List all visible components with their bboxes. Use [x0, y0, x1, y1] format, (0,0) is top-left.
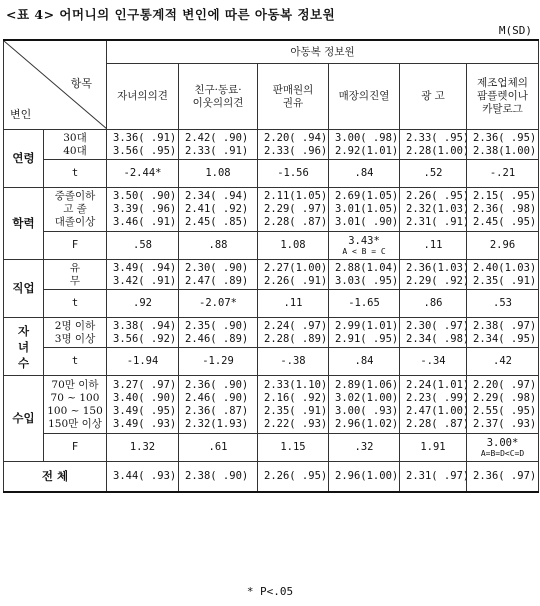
value-cell	[258, 188, 329, 232]
stat-value-cell	[107, 348, 179, 376]
mean-sd-value: 2.45( .85)	[185, 216, 249, 228]
value-cell	[400, 318, 470, 348]
mean-sd-value: 2.36( .87)	[185, 404, 249, 417]
value-cell	[329, 260, 400, 290]
value-cell	[467, 260, 539, 290]
mean-sd-value: 2.33( .95)	[406, 131, 470, 144]
column-header	[329, 64, 400, 130]
data-row	[4, 260, 539, 290]
sub-group-label: 무	[69, 274, 81, 287]
stat-value-cell	[467, 290, 539, 318]
mean-sd-value: 2.47(1.00)	[406, 404, 470, 417]
stat-value-cell	[179, 348, 258, 376]
column-header	[400, 64, 467, 130]
info-source-table	[3, 39, 539, 493]
total-label: 전 체	[4, 462, 107, 492]
mean-sd-value: 2.30( .97)	[406, 319, 470, 332]
mean-sd-value: 3.00( .98)	[335, 131, 399, 144]
mean-sd-value: 2.28( .89)	[264, 332, 328, 345]
posthoc-note: A=B=D<C=D	[480, 449, 525, 458]
data-row	[4, 318, 539, 348]
mean-sd-value: 2.91( .95)	[335, 332, 399, 345]
column-header	[107, 64, 179, 130]
stat-row	[4, 434, 539, 462]
sub-group-label: 70만 이하	[51, 378, 99, 391]
mean-sd-value: 3.56( .95)	[113, 144, 177, 157]
sub-group-label: 30대	[63, 131, 87, 144]
value-cell	[179, 260, 258, 290]
stat-value: .84	[354, 355, 374, 367]
section-label: 학력	[4, 188, 44, 260]
column-header-line: 친구·동료·	[194, 83, 242, 96]
stat-value: 3.43*	[348, 235, 380, 247]
stat-value: 1.91	[420, 441, 446, 453]
mean-sd-value: 2.20( .94)	[264, 131, 328, 144]
value-cell	[329, 130, 400, 160]
stat-value-cell	[179, 160, 258, 188]
stat-value-cell	[329, 434, 400, 462]
stat-label: F	[44, 232, 107, 260]
stat-label: t	[44, 160, 107, 188]
mean-sd-value: 3.40( .90)	[113, 391, 177, 404]
stat-value-cell	[179, 290, 258, 318]
stat-value: 1.08	[280, 239, 306, 251]
mean-sd-value: 2.36( .95)	[473, 131, 537, 144]
mean-sd-value: 2.24( .97)	[264, 319, 328, 332]
column-header-line: 팜플렛이나	[477, 90, 528, 102]
mean-sd-value: 2.92(1.01)	[335, 144, 399, 157]
data-row	[4, 188, 539, 232]
stat-value-cell	[107, 434, 179, 462]
value-cell	[107, 260, 179, 290]
stat-value-cell	[258, 160, 329, 188]
mean-sd-value: 2.23( .99)	[406, 391, 470, 404]
mean-sd-value: 2.41( .92)	[185, 203, 249, 215]
mean-sd-value: 2.26( .91)	[264, 274, 328, 287]
footnote: * P<.05	[246, 585, 294, 598]
sub-group-label: 2명 이하	[54, 319, 96, 332]
sub-group-cell	[44, 376, 107, 434]
mean-sd-value: 2.31( .91)	[406, 216, 470, 228]
total-value: 2.36( .97)	[467, 462, 539, 492]
stat-value: -.38	[280, 355, 306, 367]
stat-value: .84	[354, 167, 374, 179]
stat-value-cell	[467, 232, 539, 260]
mean-sd-value: 2.33( .96)	[264, 144, 328, 157]
total-row	[4, 462, 539, 492]
stat-value-cell	[107, 290, 179, 318]
item-label: 항목	[70, 77, 92, 90]
value-cell	[258, 260, 329, 290]
unit-label: M(SD)	[498, 24, 532, 37]
header-corner-cell	[4, 40, 107, 130]
stat-value-cell	[179, 434, 258, 462]
total-value: 2.26( .95)	[258, 462, 329, 492]
value-cell	[107, 318, 179, 348]
mean-sd-value: 2.46( .89)	[185, 332, 249, 345]
stat-value-cell	[400, 348, 467, 376]
mean-sd-value: 2.34( .94)	[185, 190, 249, 202]
stat-value: .86	[423, 297, 443, 309]
value-cell	[467, 376, 539, 434]
value-cell	[400, 376, 470, 434]
stat-value-cell	[400, 434, 467, 462]
mean-sd-value: 2.46( .90)	[185, 391, 249, 404]
mean-sd-value: 2.27(1.00)	[264, 261, 328, 274]
mean-sd-value: 2.45( .95)	[473, 216, 537, 228]
mean-sd-value: 3.49( .93)	[113, 417, 177, 430]
mean-sd-value: 2.33(1.10)	[264, 378, 328, 391]
mean-sd-value: 2.36( .90)	[185, 378, 249, 391]
sub-group-label: 대졸이상	[54, 216, 96, 228]
section-label-char: 녀	[17, 339, 30, 354]
total-value: 2.31( .97)	[400, 462, 467, 492]
mean-sd-value: 2.33( .91)	[185, 144, 249, 157]
mean-sd-value: 2.28( .87)	[264, 216, 328, 228]
mean-sd-value: 2.15( .95)	[473, 190, 537, 202]
stat-value-cell	[329, 348, 400, 376]
stat-value-cell	[329, 160, 400, 188]
stat-value: -.21	[489, 167, 516, 179]
mean-sd-value: 2.22( .93)	[264, 417, 328, 430]
stat-value-cell	[467, 434, 539, 462]
total-value: 2.38( .90)	[179, 462, 258, 492]
stat-value: .11	[423, 239, 443, 251]
sub-group-label: 유	[69, 261, 81, 274]
table-title: <표 4> 어머니의 인구통계적 변인에 따른 아동복 정보원	[6, 7, 336, 22]
stat-row	[4, 160, 539, 188]
mean-sd-value: 2.34( .98)	[406, 332, 470, 345]
column-header	[258, 64, 329, 130]
mean-sd-value: 3.03( .95)	[335, 274, 399, 287]
mean-sd-value: 2.34( .95)	[473, 332, 537, 345]
value-cell	[179, 130, 258, 160]
section-label: 직업	[4, 260, 44, 318]
sub-group-label: 중졸이하	[54, 190, 96, 202]
section-label-char: 수	[17, 355, 30, 370]
mean-sd-value: 2.20( .97)	[473, 378, 537, 391]
stat-label: F	[44, 434, 107, 462]
mean-sd-value: 2.89(1.06)	[335, 378, 399, 391]
stat-value: -1.94	[126, 355, 159, 367]
mean-sd-value: 3.00( .93)	[335, 404, 399, 417]
mean-sd-value: 2.47( .89)	[185, 274, 249, 287]
stat-row	[4, 290, 539, 318]
value-cell	[400, 260, 470, 290]
stat-value-cell	[467, 160, 539, 188]
stat-value: -2.07*	[199, 297, 237, 309]
total-value: 2.96(1.00)	[329, 462, 400, 492]
column-header-line: 제조업체의	[477, 77, 528, 89]
stat-value: -2.44*	[123, 167, 162, 179]
stat-value: -1.29	[202, 355, 234, 367]
mean-sd-value: 2.28(1.00)	[406, 144, 470, 157]
mean-sd-value: 2.36(1.03)	[406, 261, 470, 274]
column-header-line: 이웃의의견	[192, 96, 244, 109]
mean-sd-value: 3.49( .94)	[113, 261, 177, 274]
posthoc-note: A < B = C	[342, 247, 386, 256]
total-value: 3.44( .93)	[107, 462, 179, 492]
stat-value: 3.00*	[486, 437, 519, 449]
mean-sd-value: 2.11(1.05)	[264, 190, 328, 202]
stat-value: .92	[133, 297, 152, 309]
stat-value: 1.15	[280, 441, 306, 453]
section-label: 수입	[4, 376, 44, 462]
mean-sd-value: 3.39( .96)	[113, 203, 177, 215]
stat-label: t	[44, 290, 107, 318]
mean-sd-value: 2.38(1.00)	[473, 144, 537, 157]
stat-row	[4, 232, 539, 260]
stat-value: .61	[208, 441, 228, 453]
stat-value: .32	[354, 441, 374, 453]
column-header-line: 판매원의	[272, 83, 314, 96]
mean-sd-value: 2.96(1.02)	[335, 417, 399, 430]
value-cell	[258, 130, 329, 160]
mean-sd-value: 2.24(1.01)	[406, 378, 470, 391]
sub-group-cell	[44, 188, 107, 232]
mean-sd-value: 2.32(1.93)	[185, 417, 249, 430]
column-header-line: 권유	[282, 96, 304, 109]
mean-sd-value: 3.01( .90)	[335, 216, 399, 228]
data-row	[4, 130, 539, 160]
mean-sd-value: 3.50( .90)	[113, 190, 177, 202]
column-header	[467, 64, 539, 130]
value-cell	[467, 188, 539, 232]
data-row	[4, 376, 539, 434]
stat-row	[4, 348, 539, 376]
stat-value: .53	[493, 297, 512, 309]
mean-sd-value: 3.02(1.00)	[335, 391, 399, 404]
mean-sd-value: 2.16( .92)	[264, 391, 328, 404]
stat-value: .42	[493, 355, 512, 367]
mean-sd-value: 2.29( .97)	[264, 203, 328, 215]
value-cell	[107, 130, 179, 160]
sub-group-label: 70 ~ 100	[50, 391, 100, 404]
stat-value-cell	[329, 232, 400, 260]
value-cell	[107, 376, 179, 434]
variable-label: 변인	[10, 108, 32, 121]
sub-group-cell	[44, 260, 107, 290]
sub-group-label: 40대	[63, 144, 87, 157]
value-cell	[467, 130, 539, 160]
value-cell	[400, 188, 470, 232]
mean-sd-value: 2.32(1.03)	[406, 203, 470, 215]
mean-sd-value: 2.37( .93)	[473, 417, 537, 430]
column-header-line: 자녀의의견	[117, 90, 168, 102]
stat-value-cell	[258, 348, 329, 376]
sub-group-label: 고 졸	[63, 203, 87, 215]
stat-value: -1.65	[348, 297, 380, 309]
mean-sd-value: 3.49( .95)	[113, 404, 177, 417]
sub-group-label: 150만 이상	[48, 417, 102, 430]
stat-value: .11	[283, 297, 303, 309]
value-cell	[179, 188, 258, 232]
value-cell	[258, 318, 329, 348]
stat-value-cell	[258, 290, 329, 318]
stat-value-cell	[258, 434, 329, 462]
stat-value-cell	[329, 290, 400, 318]
stat-value-cell	[400, 290, 467, 318]
mean-sd-value: 2.36( .98)	[473, 203, 537, 215]
value-cell	[329, 376, 400, 434]
mean-sd-value: 3.56( .92)	[113, 332, 177, 345]
mean-sd-value: 2.38( .97)	[473, 319, 537, 332]
mean-sd-value: 2.35( .91)	[264, 404, 328, 417]
value-cell	[329, 188, 400, 232]
stat-value-cell	[400, 160, 467, 188]
mean-sd-value: 2.55( .95)	[473, 404, 537, 417]
sub-group-cell	[44, 130, 107, 160]
column-header-line: 광 고	[421, 90, 445, 102]
mean-sd-value: 2.30( .90)	[185, 261, 249, 274]
sub-group-cell	[44, 318, 107, 348]
mean-sd-value: 2.69(1.05)	[335, 190, 399, 202]
mean-sd-value: 3.38( .94)	[113, 319, 177, 332]
column-header	[179, 64, 258, 130]
stat-value: 1.08	[205, 167, 231, 179]
stat-value: 2.96	[489, 239, 516, 251]
value-cell	[400, 130, 470, 160]
mean-sd-value: 2.29( .98)	[473, 391, 537, 404]
stat-value: .88	[208, 239, 228, 251]
mean-sd-value: 2.99(1.01)	[335, 319, 399, 332]
stat-value: -.34	[420, 355, 446, 367]
stat-value: .58	[133, 239, 152, 251]
value-cell	[467, 318, 539, 348]
stat-value: .52	[423, 167, 443, 179]
mean-sd-value: 2.28( .87)	[406, 417, 470, 430]
mean-sd-value: 3.36( .91)	[113, 131, 177, 144]
mean-sd-value: 2.42( .90)	[185, 131, 249, 144]
mean-sd-value: 2.35( .90)	[185, 319, 249, 332]
stat-value-cell	[107, 160, 179, 188]
sub-group-label: 100 ~ 150	[47, 404, 103, 417]
value-cell	[179, 376, 258, 434]
stat-value-cell	[467, 348, 539, 376]
section-label: 연령	[4, 130, 44, 188]
mean-sd-value: 3.27( .97)	[113, 378, 177, 391]
mean-sd-value: 2.29( .92)	[406, 274, 470, 287]
mean-sd-value: 3.46( .91)	[113, 216, 177, 228]
value-cell	[179, 318, 258, 348]
section-label-char: 자	[17, 323, 30, 338]
mean-sd-value: 2.88(1.04)	[335, 261, 399, 274]
stat-value: -1.56	[277, 167, 309, 179]
stat-label: t	[44, 348, 107, 376]
stat-value-cell	[179, 232, 258, 260]
mean-sd-value: 3.01(1.05)	[335, 203, 399, 215]
stat-value-cell	[107, 232, 179, 260]
stat-value: 1.32	[129, 441, 156, 453]
mean-sd-value: 3.42( .91)	[113, 274, 177, 287]
sub-group-label: 3명 이상	[54, 332, 96, 345]
mean-sd-value: 2.26( .95)	[406, 190, 470, 202]
stat-value-cell	[400, 232, 467, 260]
value-cell	[329, 318, 400, 348]
value-cell	[258, 376, 329, 434]
section-label	[4, 318, 44, 376]
mean-sd-value: 2.35( .91)	[473, 274, 537, 287]
mean-sd-value: 2.40(1.03)	[473, 261, 537, 274]
group-header: 아동복 정보원	[107, 40, 539, 64]
column-header-line: 카탈로그	[482, 103, 523, 115]
stat-value-cell	[258, 232, 329, 260]
value-cell	[107, 188, 179, 232]
column-header-line: 매장의진열	[338, 90, 390, 102]
